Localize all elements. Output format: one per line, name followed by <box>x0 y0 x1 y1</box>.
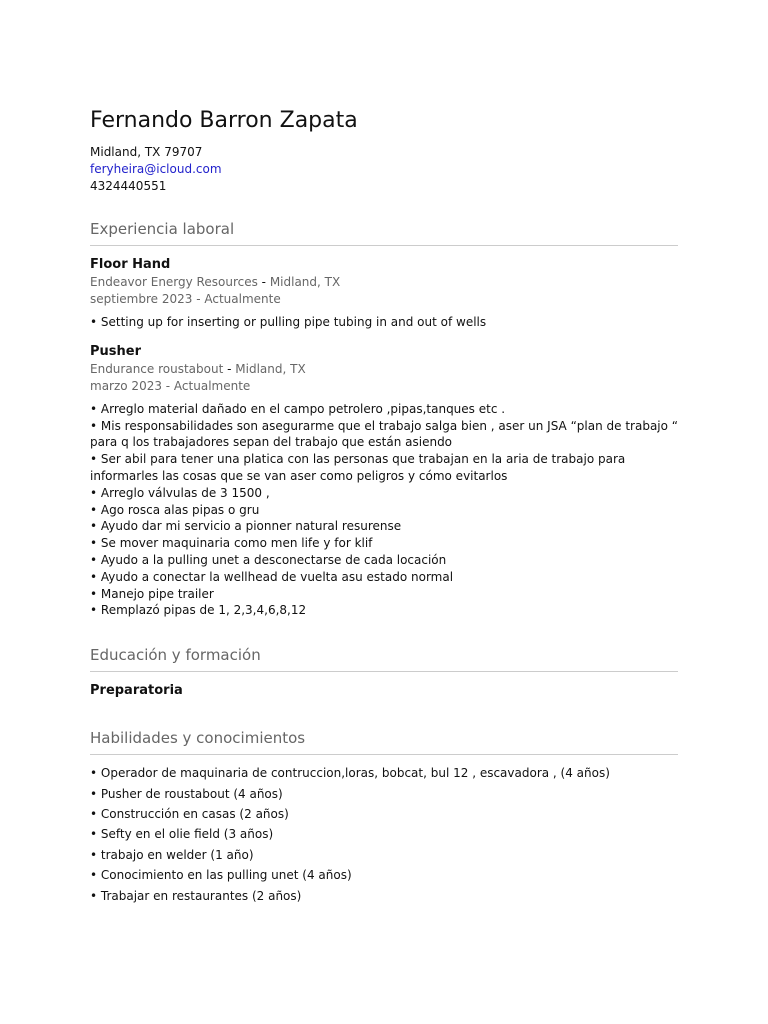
duty-item: • Se mover maquinaria como men life y for klif <box>90 536 373 551</box>
duty-item: • Manejo pipe trailer <box>90 586 214 601</box>
job-duties <box>90 401 678 619</box>
education-section <box>90 645 678 700</box>
skills-heading: Habilidades y conocimientos <box>90 728 678 755</box>
skill-item: • Sefty en el olie field (3 años) <box>90 827 274 842</box>
contact-block <box>90 144 678 195</box>
job-entry <box>90 256 678 331</box>
experience-section <box>90 219 678 619</box>
job-location: Midland, TX <box>269 275 341 289</box>
duty-item: • Setting up for inserting or pulling pipe tubing in and out of wells <box>90 315 487 329</box>
experience-heading: Experiencia laboral <box>90 219 678 246</box>
contact-location: Midland, TX 79707 <box>90 145 203 159</box>
job-position: Floor Hand <box>90 257 171 272</box>
job-separator: - <box>223 361 236 376</box>
job-separator: - <box>257 275 270 289</box>
duty-item: • Ser abil para tener una platica con las personas que trabajan en la aria de trabajo para informarles las cosas que se van aser como peligros y cómo evitarlos <box>90 452 626 483</box>
skill-item: • Pusher de roustabout (4 años) <box>90 786 283 801</box>
job-location: Midland, TX <box>235 361 306 376</box>
contact-phone: 4324440551 <box>90 179 167 193</box>
job-duties <box>90 314 678 331</box>
skill-item: • Construcción en casas (2 años) <box>90 806 289 821</box>
duty-item: • Ayudo a la pulling unet a desconectarse de cada locación <box>90 552 447 567</box>
duty-item: • Mis responsabilidades son asegurarme que el trabajo salga bien , aser un JSA “plan de trabajo “ para q los trabajadores sepan del trabajo que están asiendo <box>90 418 678 450</box>
job-employer-line <box>90 361 678 378</box>
skills-list <box>90 763 678 906</box>
skill-item: • Operador de maquinaria de contruccion,loras, bobcat, bul 12 , escavadora , (4 años) <box>90 766 610 781</box>
job-dates: septiembre 2023 - Actualmente <box>90 292 281 306</box>
duty-item: • Arreglo válvulas de 3 1500 , <box>90 485 270 500</box>
candidate-name: Fernando Barron Zapata <box>90 108 358 133</box>
job-company: Endurance roustabout <box>90 361 224 376</box>
education-degree: Preparatoria <box>90 683 183 699</box>
job-entry <box>90 343 678 619</box>
job-position: Pusher <box>90 343 142 359</box>
duty-item: • Ayudo dar mi servicio a pionner natural resurense <box>90 519 402 534</box>
skill-item: • trabajo en welder (1 año) <box>90 847 254 862</box>
job-dates: marzo 2023 - Actualmente <box>90 378 251 393</box>
job-company: Endeavor Energy Resources <box>90 275 258 289</box>
duty-item: • Ago rosca alas pipas o gru <box>90 502 260 517</box>
skills-section <box>90 728 678 906</box>
skill-item: • Conocimiento en las pulling unet (4 años) <box>90 868 352 883</box>
contact-email-link[interactable]: feryheira@icloud.com <box>90 162 222 176</box>
job-employer-line <box>90 274 678 291</box>
resume-content <box>90 108 678 906</box>
duty-item: • Arreglo material dañado en el campo petrolero ,pipas,tanques etc . <box>90 401 506 416</box>
education-heading: Educación y formación <box>90 645 678 672</box>
duty-item: • Remplazó pipas de 1, 2,3,4,6,8,12 <box>90 603 307 618</box>
duty-item: • Ayudo a conectar la wellhead de vuelta asu estado normal <box>90 569 454 584</box>
skill-item: • Trabajar en restaurantes (2 años) <box>90 888 302 903</box>
